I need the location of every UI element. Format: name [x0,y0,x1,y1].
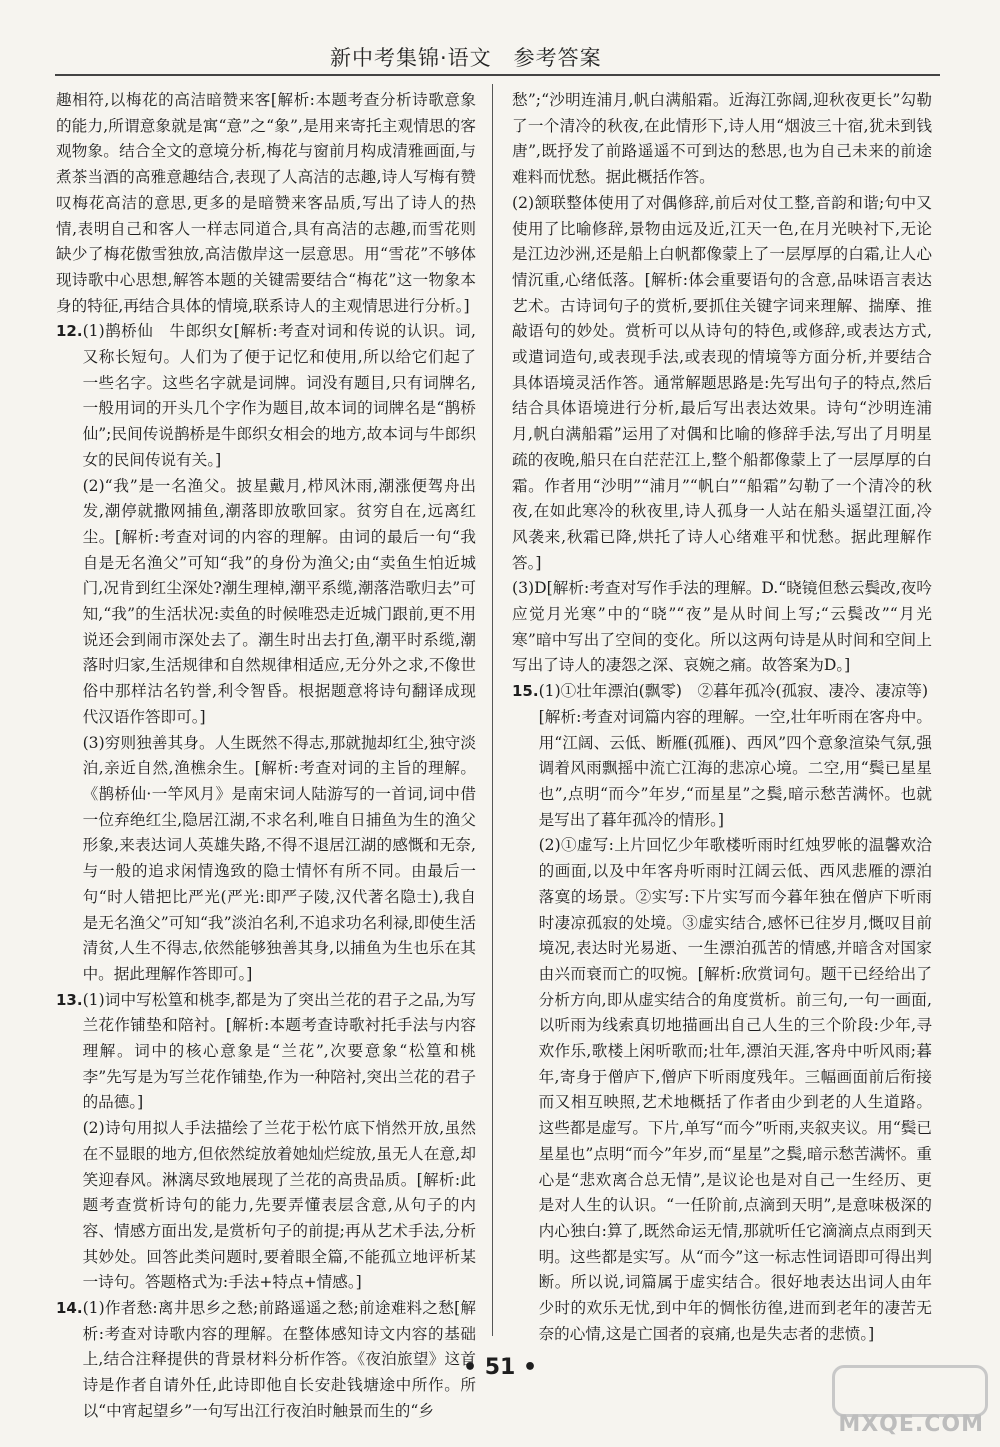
question-body [83,319,476,987]
header-title: 新中考集锦·语文 参考答案 [330,46,602,70]
question-13 [56,988,476,1296]
question-number: 12. [56,322,83,341]
question-number: 13. [56,990,83,1009]
left-column [56,88,476,1425]
answer-paragraph: (2)“我”是一名渔父。披星戴月,栉风沐雨,潮涨便驾舟出发,潮停就撒网捕鱼,潮落即放歌回家。贫穷自在,远离红尘。[解析:考查对词的内容的理解。由词的最后一句“我自是无名渔父”可知“我”的身份为渔父;由“卖鱼生怕近城门,况肯到红尘深处?潮生理棹,潮平系缆,潮落浩歌归去”可知,“我”的生活状况:卖鱼的时候唯恐走近城门跟前,更不用说还会到闹市深处去了。潮生时出去打鱼,潮平时系缆,潮落时归家,生活规律和自然规律相适应,无分外之求,不像世俗中那样沽名钓誉,利令智昏。根据题意将诗句翻译成现代汉语作答即可。] [82,476,476,726]
question-number: 14. [56,1299,83,1318]
intro-paragraph: 趣相符,以梅花的高洁暗赞来客[解析:本题考查分析诗歌意象的能力,所谓意象就是寓“意”之“象”,是用来寄托主观情思的客观物象。结合全文的意境分析,梅花与窗前月构成清雅画面,与煮茶当酒的高雅意趣结合,表现了人高洁的志趣,诗人写梅有赞叹梅花高洁的意思,更多的是暗赞来客品质,写出了诗人的热情,表明自己和客人一样志同道合,具有高洁的志趣,而雪花则缺少了梅花傲雪独放,高洁傲岸这一层意思。用“雪花”不够体现诗歌中心思想,解答本题的关键需要结合“梅花”这一物象本身的特征,再结合具体的情境,联系诗人的主观情思进行分析。] [56,91,476,315]
answer-paragraph: (2)颔联整体使用了对偶修辞,前后对仗工整,音韵和谐;句中又使用了比喻修辞,景物由远及近,江天一色,在月光映衬下,无论是江边沙洲,还是船上白帆都像蒙上了一层厚厚的白霜,让人心情沉重,心绪低落。[解析:体会重要语句的含意,品味语言表达艺术。古诗词句子的赏析,要抓住关键字词来理解、揣摩、推敲语句的妙处。赏析可以从诗句的特色,或修辞,或表达方式,或遣词造句,或表现手法,或表现的情境等方面分析,并要结合具体语境灵活作答。通常解题思路是:先写出句子的特点,然后结合具体语境进行分析,最后写出表达效果。诗句“沙明连浦月,帆白满船霜”运用了对偶和比喻的修辞手法,写出了月明星疏的夜晚,船只在白茫茫江上,整个船都像蒙上了一层厚厚的白霜。作者用“沙明”“浦月”“帆白”“船霜”勾勒了一个清冷的秋夜,在如此寒冷的秋夜里,诗人孤身一人站在船头遥望江面,冷风袭来,秋霜已降,烘托了诗人心绪难平和忧愁。据此理解作答。] [512,193,932,572]
answer-paragraph: (1)词中写松篁和桃李,都是为了突出兰花的君子之品,为写兰花作铺垫和陪衬。[解析:本题考查诗歌衬托手法与内容理解。词中的核心意象是“兰花”,次要意象“松篁和桃李”先写是为写兰花作铺垫,作为一种陪衬,突出兰花的君子的品德。] [82,990,476,1112]
answer-paragraph: (1)①壮年漂泊(飘零) ②暮年孤冷(孤寂、凄冷、凄凉等) [538,682,929,701]
question-15 [512,679,932,1347]
answer-paragraph: [解析:考查对词篇内容的理解。一空,壮年听雨在客舟中。用“江阔、云低、断雁(孤雁)、西风”四个意象渲染气氛,强调着风雨飘摇中流亡江海的悲凉心境。二空,用“鬓已星星也”,点明“而今”年岁,“而星星”之鬓,暗示愁苦满怀。也就是写出了暮年孤冷的情形。] [538,707,932,829]
question-body [539,679,932,1347]
watermark-text: MXQE.COM [838,1412,984,1437]
continued-paragraph: 愁”;“沙明连浦月,帆白满船霜。近海江弥阔,迎秋夜更长”勾勒了一个清冷的秋夜,在此情形下,诗人用“烟波三十宿,犹未到钱唐”,既抒发了前路遥遥不可到达的愁思,也为自己未来的前途难料而忧愁。据此概括作答。 [512,91,932,187]
question-12 [56,319,476,987]
answer-paragraph: (2)诗句用拟人手法描绘了兰花于松竹底下悄然开放,虽然在不显眼的地方,但依然绽放着她灿烂绽放,虽无人在意,却笑迎春风。淋漓尽致地展现了兰花的高贵品质。[解析:此题考查赏析诗句的能力,先要弄懂表层含意,从句子的内容、情感方面出发,是赏析句子的前提;再从艺术手法,分析其妙处。回答此类问题时,要着眼全篇,不能孤立地评析某一诗句。答题格式为:手法+特点+情感。] [82,1119,476,1292]
answer-paragraph: (2)①虚写:上片回忆少年歌楼听雨时红烛罗帐的温馨欢洽的画面,以及中年客舟听雨时江阔云低、西风悲雁的漂泊落寞的场景。②实写:下片实写而今暮年独在僧庐下听雨时凄凉孤寂的处境。③虚实结合,感怀已往岁月,慨叹目前境况,表达时光易逝、一生漂泊孤苦的情感,并暗含对国家由兴而衰而亡的叹惋。[解析:欣赏词句。题干已经给出了分析方向,即从虚实结合的角度赏析。前三句,一句一画面,以听雨为线索真切地描画出自己人生的三个阶段:少年,寻欢作乐,歌楼上闲听歌而;壮年,漂泊天涯,客舟中听风雨;暮年,寄身于僧庐下,僧庐下听雨度残年。三幅画面前后衔接而又相互映照,艺术地概括了作者由少到老的人生道路。这些都是虚写。下片,单写“而今”听雨,夹叙夹议。用“鬓已星星也”点明“而今”年岁,而“星星”之鬓,暗示愁苦满怀。重心是“悲欢离合总无情”,是议论也是对自己一生经历、更是对人生的认识。“一任阶前,点滴到天明”,是意味极深的内心独白:算了,既然命运无情,那就听任它滴滴点点雨到天明。这些都是实写。从“而今”这一标志性词语即可得出判断。所以说,词篇属于虚实结合。很好地表达出词人由年少时的欢乐无忧,到中年的惆怅彷徨,进而到老年的凄苦无奈的心情,这是亡国者的哀痛,也是失志者的悲愤。] [538,836,932,1343]
answer-paragraph: (3)D[解析:考查对写作手法的理解。D.“晓镜但愁云鬓改,夜吟应觉月光寒”中的“晓”“夜”是从时间上写;“云鬓改”“月光寒”暗中写出了空间的变化。所以这两句诗是从时间和空间上写出了诗人的凄怨之深、哀婉之痛。故答案为D。] [512,579,932,675]
watermark [838,1365,988,1437]
answer-paragraph: (1)鹊桥仙 牛郎织女[解析:考查对词和传说的认识。词,又称长短句。人们为了便于记忆和使用,所以给它们起了一些名字。这些名字就是词牌。词没有题目,只有词牌名,一般用词的开头几个字作为题目,故本词的词牌名是“鹊桥仙”;民间传说鹊桥是牛郎织女相会的地方,故本词与牛郎织女的民间传说有关。] [82,322,476,469]
question-body [83,988,476,1296]
watermark-logo [832,1365,988,1417]
question-number: 15. [512,682,539,701]
answer-paragraph: (3)穷则独善其身。人生既然不得志,那就抛却红尘,独守淡泊,亲近自然,渔樵余生。[解析:考查对词的主旨的理解。《鹊桥仙·一竿风月》是南宋词人陆游写的一首词,词中借一位弃绝红尘,隐居江湖,不求名利,唯自日捕鱼为生的渔父形象,来表达词人英雄失路,不得不退居江湖的感慨和无奈,与一般的追求闲情逸致的隐士情怀有所不同。由最后一句“时人错把比严光(严光:即严子陵,汉代著名隐士),我自是无名渔父”可知“我”淡泊名利,不追求功名利禄,即使生活清贫,人生不得志,依然能够独善其身,以捕鱼为生也乐在其中。据此理解作答即可。] [82,733,476,983]
right-column [512,88,932,1347]
column-divider [492,84,493,1336]
answer-paragraph: (1)作者愁:离井思乡之愁;前路遥遥之愁;前途难料之愁[解析:考查对诗歌内容的理解。在整体感知诗文内容的基础上,结合注释提供的背景材料分析作答。《夜泊旅望》这首诗是作者自请外任,此诗即他自长安赴钱塘途中所作。所以“中宵起望乡”一句写出江行夜泊时触景而生的“乡 [82,1299,476,1420]
header-rule [55,74,940,76]
page-header [0,0,1000,78]
page-number: • 51 • [462,1355,538,1380]
